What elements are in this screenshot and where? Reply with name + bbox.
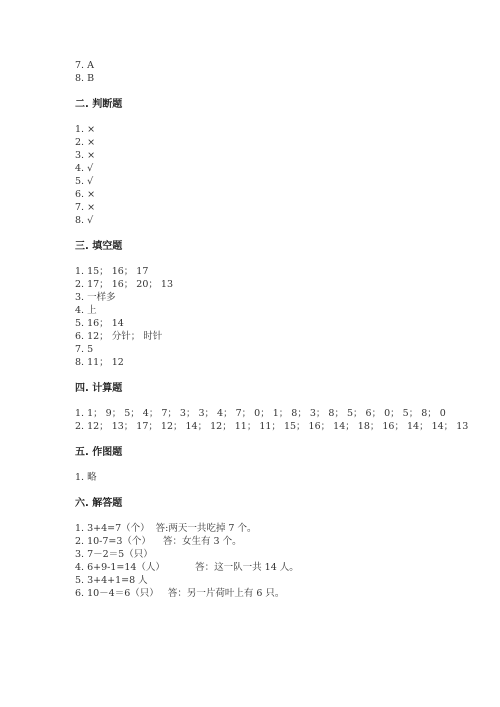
answer-line: 3. 7－2＝5（只） bbox=[75, 549, 153, 560]
answer-line: 5. 3+4+1=8 人 bbox=[75, 575, 148, 586]
answer-sheet bbox=[75, 59, 475, 600]
answer-line: 6. × bbox=[75, 189, 96, 200]
answer-line: 7. 5 bbox=[75, 344, 94, 355]
section-heading: 三. 填空题 bbox=[75, 241, 123, 252]
answer-line: 1. 1； 9； 5； 4； 7； 3； 3； 4； 7； 0； 1； 8； 3； 8； 5； 6； 0； 5； 8； 0 bbox=[75, 408, 446, 419]
section-fill bbox=[75, 240, 475, 369]
section-answer bbox=[75, 497, 475, 600]
answer-line: 4. 6+9-1=14（人） 答：这一队一共 14 人。 bbox=[75, 562, 299, 573]
section-heading: 六. 解答题 bbox=[75, 498, 123, 509]
answer-line: 3. × bbox=[75, 150, 96, 161]
answer-line: 1. 15； 16； 17 bbox=[75, 266, 149, 277]
answer-line: 8. √ bbox=[75, 215, 94, 226]
answer-line: 8. B bbox=[75, 73, 95, 84]
answer-line: 1. 略 bbox=[75, 472, 97, 483]
answer-line: 7. × bbox=[75, 202, 96, 213]
answer-line: 1. × bbox=[75, 124, 96, 135]
answer-line: 6. 12； 分针； 时针 bbox=[75, 331, 163, 342]
section-judge bbox=[75, 98, 475, 227]
answer-line: 2. 12； 13； 17； 12； 14； 12； 11； 11； 15； 16； 14； 18； 16； 14； 14； 13 bbox=[75, 421, 469, 432]
answer-line: 7. A bbox=[75, 60, 94, 71]
answer-line: 4. 上 bbox=[75, 305, 97, 316]
section-heading: 二. 判断题 bbox=[75, 99, 123, 110]
section-heading: 五. 作图题 bbox=[75, 447, 123, 458]
answer-line: 2. 17； 16； 20； 13 bbox=[75, 279, 173, 290]
answer-line: 2. 10-7=3（个） 答：女生有 3 个。 bbox=[75, 536, 242, 547]
answer-line: 5. √ bbox=[75, 176, 94, 187]
answer-line: 6. 10－4＝6（只） 答：另一片荷叶上有 6 只。 bbox=[75, 588, 285, 599]
answer-line: 1. 3+4=7（个） 答:两天一共吃掉 7 个。 bbox=[75, 523, 257, 534]
answer-line: 3. 一样多 bbox=[75, 292, 116, 303]
section-heading: 四. 计算题 bbox=[75, 383, 123, 394]
section-draw bbox=[75, 446, 475, 484]
section-calc bbox=[75, 382, 475, 433]
answer-line: 4. √ bbox=[75, 163, 94, 174]
answer-line: 8. 11； 12 bbox=[75, 357, 124, 368]
section-choice-tail bbox=[75, 59, 475, 85]
answer-line: 5. 16； 14 bbox=[75, 318, 124, 329]
answer-line: 2. × bbox=[75, 137, 96, 148]
